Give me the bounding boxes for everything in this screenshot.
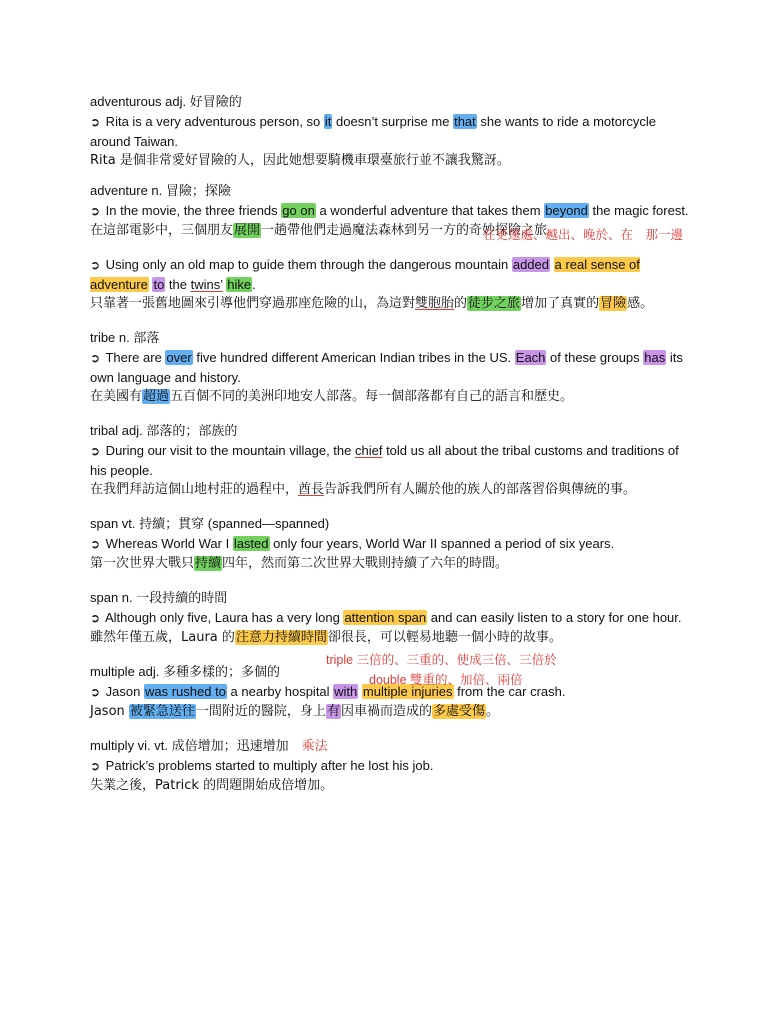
entry-adventure <box>90 181 690 241</box>
highlight-yellow: 多處受傷 <box>432 704 485 719</box>
highlight-purple: to <box>153 277 165 292</box>
annotation-note: triple 三倍的、三重的、使成三倍、三倍於 <box>326 653 557 667</box>
underline-red: twins’ <box>190 277 223 292</box>
entry-headword: multiply vi. vt. 成倍增加；迅速增加 乘法 <box>90 738 328 753</box>
example-sentence-en: ➲ There are over five hundred different American Indian tribes in the US. Each of these groups has its own language and history. <box>90 350 683 385</box>
example-sentence-zh: 在美國有超過五百個不同的美洲印地安人部落。每一個部落都有自己的語言和歷史。 <box>90 389 574 404</box>
arrow-icon: ➲ <box>90 685 101 699</box>
arrow-icon: ➲ <box>90 537 101 551</box>
highlight-purple: 有 <box>326 704 340 719</box>
highlight-green: hike <box>227 277 252 292</box>
highlight-green: lasted <box>233 536 269 551</box>
underline-red: 酋長 <box>298 482 325 497</box>
underline-red: 雙胞胎 <box>415 296 455 311</box>
underline-red: chief <box>354 443 383 458</box>
entry-span-vt <box>90 514 690 574</box>
entry-adventure-example-2 <box>90 255 690 314</box>
entry-headword: span n. 一段持續的時間 <box>90 590 228 605</box>
example-sentence-zh: Jason 被緊急送往一間附近的醫院，身上有因車禍而造成的多處受傷。 <box>90 704 499 719</box>
highlight-green: go on <box>282 203 315 218</box>
highlight-yellow: multiple injuries <box>362 684 453 699</box>
arrow-icon: ➲ <box>90 258 101 272</box>
highlight-green: 展開 <box>234 223 261 238</box>
example-sentence-zh: 在我們拜訪這個山地村莊的過程中，酋長告訴我們所有人關於他的族人的部落習俗與傳統的事。 <box>90 482 637 497</box>
highlight-blue: it <box>324 114 332 129</box>
vocabulary-page <box>90 92 690 806</box>
highlight-blue: was rushed to <box>144 684 226 699</box>
arrow-icon: ➲ <box>90 115 101 129</box>
arrow-icon: ➲ <box>90 351 101 365</box>
annotation-note: 乘法 <box>301 738 328 753</box>
entry-span-n <box>90 588 690 648</box>
entry-adventurous <box>90 92 690 171</box>
example-sentence-zh: 失業之後，Patrick 的問題開始成倍增加。 <box>90 778 334 793</box>
annotation-note: 在更遠處、越出、晚於、在 那一邊 <box>483 228 684 242</box>
entry-headword: adventurous adj. 好冒險的 <box>90 94 242 109</box>
example-sentence-en: ➲ Jason was rushed to a nearby hospital with multiple injuries from the car crash. <box>90 684 566 699</box>
arrow-icon: ➲ <box>90 204 101 218</box>
highlight-blue: 超過 <box>143 389 170 404</box>
example-sentence-en: ➲ During our visit to the mountain village, the chief told us all about the tribal customs and traditions of his people. <box>90 443 679 478</box>
example-sentence-zh: 在這部電影中，三個朋友展開一趟帶他們走過魔法森林到另一方的奇妙探險之旅。 <box>90 223 561 238</box>
example-sentence-en: ➲ Using only an old map to guide them through the dangerous mountain added a real sense of adventure to the twins’ hike. <box>90 257 640 292</box>
highlight-yellow: attention span <box>344 610 427 625</box>
entry-tribal <box>90 421 690 500</box>
example-sentence-zh: Rita 是個非常愛好冒險的人，因此她想要騎機車環臺旅行並不讓我驚訝。 <box>90 153 510 168</box>
entry-headword: span vt. 持續；貫穿 (spanned—spanned) <box>90 516 330 531</box>
highlight-yellow: 冒險 <box>600 296 627 311</box>
entry-tribe <box>90 328 690 407</box>
example-sentence-en: ➲ Patrick’s problems started to multiply after he lost his job. <box>90 758 434 773</box>
highlight-blue: 被緊急送往 <box>129 704 195 719</box>
example-sentence-en: ➲ Although only five, Laura has a very long attention span and can easily listen to a story for one hour. <box>90 610 682 625</box>
entry-headword: tribe n. 部落 <box>90 330 160 345</box>
highlight-purple: has <box>644 350 666 365</box>
example-sentence-en: ➲ Whereas World War I lasted only four years, World War II spanned a period of six years. <box>90 536 615 551</box>
example-sentence-zh: 雖然年僅五歲，Laura 的注意力持續時間卻很長，可以輕易地聽一個小時的故事。 <box>90 630 562 645</box>
entry-headword: adventure n. 冒險；探險 <box>90 183 231 198</box>
highlight-yellow: a real sense of adventure <box>90 257 640 292</box>
highlight-blue: beyond <box>545 203 588 218</box>
entry-headword: tribal adj. 部落的；部族的 <box>90 423 238 438</box>
annotation-note: double 雙重的、加倍、兩倍 <box>369 673 523 687</box>
highlight-purple: added <box>512 257 549 272</box>
entry-multiple <box>90 653 690 722</box>
example-sentence-en: ➲ Rita is a very adventurous person, so it doesn’t surprise me that she wants to ride a motorcycle around Taiwan. <box>90 114 656 149</box>
arrow-icon: ➲ <box>90 611 101 625</box>
arrow-icon: ➲ <box>90 444 101 458</box>
highlight-green: 徒步之旅 <box>468 296 521 311</box>
highlight-yellow: 注意力持續時間 <box>235 630 327 645</box>
entry-multiply <box>90 736 690 796</box>
entry-headword: multiple adj. 多種多樣的；多個的 <box>90 664 280 679</box>
example-sentence-zh: 只靠著一張舊地圖來引導他們穿過那座危險的山，為這對雙胞胎的徒步之旅增加了真實的冒險感。 <box>90 296 654 311</box>
highlight-blue: that <box>454 114 476 129</box>
highlight-purple: Each <box>515 350 546 365</box>
example-sentence-zh: 第一次世界大戰只持續四年，然而第二次世界大戰則持續了六年的時間。 <box>90 556 509 571</box>
highlight-purple: with <box>334 684 358 699</box>
highlight-green: 持續 <box>195 556 222 571</box>
example-sentence-en: ➲ In the movie, the three friends go on a wonderful adventure that takes them beyond the magic forest. <box>90 203 689 218</box>
arrow-icon: ➲ <box>90 759 101 773</box>
highlight-blue: over <box>166 350 192 365</box>
